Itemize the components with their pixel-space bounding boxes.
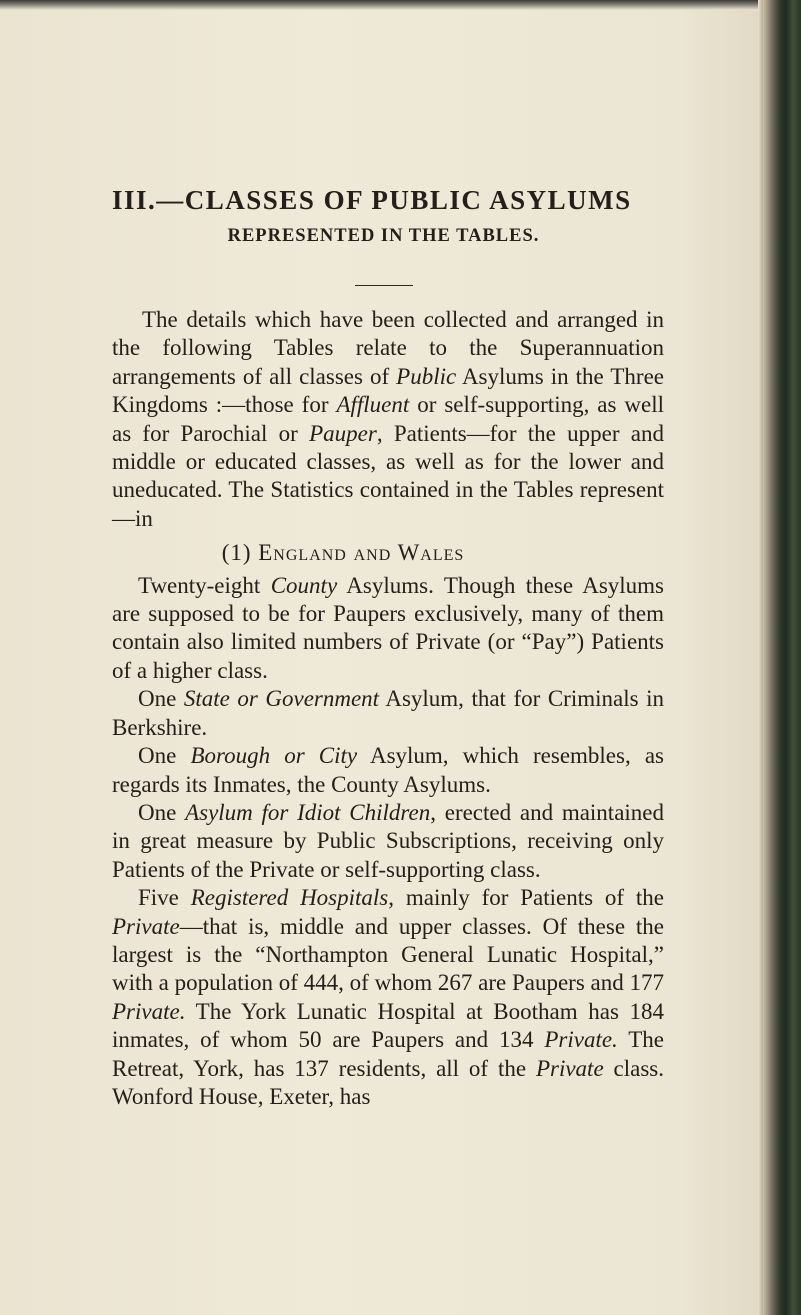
italic-term: County: [270, 572, 338, 598]
italic-term: Private: [535, 1055, 604, 1081]
entry-paragraph: Five Registered Hospitals, mainly for Patients of the Private—that is, middle and upper classes. Of these the largest is the “Northampton General Lunatic Hospital,” with a population of 444, of whom 267 are Paupers and 177 Private. The York Lunatic Hospital at Bootham has 184 inmates, of whom 50 are Paupers and 134 Private. The Retreat, York, has 137 residents, all of the Private class. Wonford House, Exeter, has: [112, 885, 664, 1109]
chapter-subtitle: REPRESENTED IN THE TABLES.: [227, 226, 540, 246]
body-text: [112, 306, 664, 1111]
italic-term: Public: [396, 363, 457, 389]
italic-term: Pauper: [309, 420, 377, 446]
entry-paragraph: Twenty-eight County Asylums. Though these Asylums are supposed to be for Paupers exclusively, many of them contain also limited numbers of Private (or “Pay”) Patients of a higher class.: [112, 572, 664, 683]
italic-term: Borough or City: [190, 743, 358, 769]
entry-paragraph: One Asylum for Idiot Children, erected and maintained in great measure by Public Subscriptions, receiving only Patients of the Private or self-supporting class.: [112, 799, 664, 882]
book-spine: [763, 0, 801, 1315]
entry-paragraph: One State or Government Asylum, that for Criminals in Berkshire.: [112, 686, 664, 740]
intro-paragraph: The details which have been collected and arranged in the following Tables relate to the Superannuation arrangements of all classes of Public Asylums in the Three Kingdoms :—those for Affluent or self-supporting, as well as for Parochial or Pauper, Patients—for the upper and middle or educated classes, as well as for the lower and uneducated. The Statistics contained in the Tables represent—in: [112, 307, 665, 531]
entry-list: [112, 572, 664, 1112]
chapter-title: III.—CLASSES OF PUBLIC ASYLUMS: [112, 185, 632, 215]
italic-term: Affluent: [336, 392, 410, 418]
italic-term: Private.: [112, 998, 186, 1024]
italic-term: Private.: [544, 1027, 618, 1053]
section-rule: [355, 285, 413, 286]
italic-term: State or Government: [183, 686, 380, 712]
italic-term: Private: [112, 913, 180, 939]
italic-term: Asylum for Idiot Children: [185, 799, 431, 825]
italic-term: Registered Hospitals: [190, 885, 389, 911]
page-top-edge: [0, 0, 801, 10]
entry-paragraph: One Borough or City Asylum, which resembles, as regards its Inmates, the County Asylums.: [112, 743, 664, 797]
section-heading: (1) England and Wales: [221, 540, 465, 566]
